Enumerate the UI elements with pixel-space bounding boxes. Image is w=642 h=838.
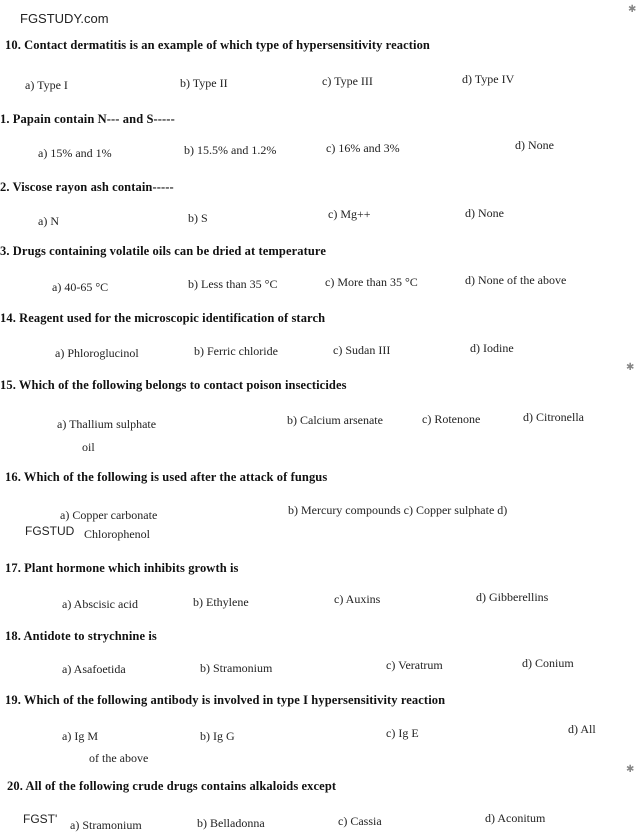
option-d: d) Citronella: [523, 410, 584, 424]
scan-speck: ✱: [626, 764, 635, 775]
option-d: d) None of the above: [465, 273, 567, 287]
option-c: c) More than 35 °C: [325, 275, 418, 289]
question-10: 10. Contact dermatitis is an example of which type of hypersensitivity reaction: [5, 38, 430, 52]
option-b: b) Type II: [180, 76, 228, 90]
question-15: 15. Which of the following belongs to contact poison insecticides: [0, 378, 347, 392]
option-b-c-d: b) Mercury compounds c) Copper sulphate d): [288, 503, 508, 517]
watermark: FGSTUD: [25, 524, 75, 538]
option-c: c) 16% and 3%: [326, 141, 400, 155]
option-d: d) None: [465, 206, 504, 220]
option-b: b) Stramonium: [200, 661, 273, 675]
question-14: 14. Reagent used for the microscopic identification of starch: [0, 311, 326, 325]
option-continuation: Chlorophenol: [84, 527, 150, 541]
option-a: a) Phloroglucinol: [55, 346, 139, 360]
option-b: b) Ferric chloride: [194, 344, 278, 358]
question-16: 16. Which of the following is used after the attack of fungus: [5, 470, 328, 484]
option-d: d) All: [568, 722, 596, 736]
question-13: 3. Drugs containing volatile oils can be dried at temperature: [0, 244, 326, 258]
scan-speck: ✱: [626, 362, 635, 373]
option-d: d) None: [515, 138, 554, 152]
question-11: 1. Papain contain N--- and S-----: [0, 112, 175, 126]
option-a: a) Type I: [25, 78, 68, 92]
option-a: a) 15% and 1%: [38, 146, 112, 160]
option-c: c) Rotenone: [422, 412, 481, 426]
watermark: FGST': [23, 812, 58, 826]
question-19: 19. Which of the following antibody is involved in type I hypersensitivity reaction: [5, 693, 446, 707]
option-c: c) Mg++: [328, 207, 371, 221]
option-c: c) Auxins: [334, 592, 381, 606]
watermark: FGSTUDY.com: [20, 11, 109, 26]
question-20: 20. All of the following crude drugs contains alkaloids except: [7, 779, 337, 793]
option-c: c) Veratrum: [386, 658, 443, 672]
option-d: d) Conium: [522, 656, 574, 670]
option-a: a) Stramonium: [70, 818, 142, 832]
option-c: c) Ig E: [386, 726, 419, 740]
option-b: b) Less than 35 °C: [188, 277, 278, 291]
option-c: c) Type III: [322, 74, 373, 88]
option-a: a) Thallium sulphate: [57, 417, 157, 431]
option-c: c) Sudan III: [333, 343, 391, 357]
question-12: 2. Viscose rayon ash contain-----: [0, 180, 174, 194]
option-a: a) N: [38, 214, 59, 228]
option-b: b) 15.5% and 1.2%: [184, 143, 277, 157]
option-d: d) Gibberellins: [476, 590, 549, 604]
option-b: b) Belladonna: [197, 816, 265, 830]
question-17: 17. Plant hormone which inhibits growth is: [5, 561, 239, 575]
option-d: d) Type IV: [462, 72, 515, 86]
question-18: 18. Antidote to strychnine is: [5, 629, 157, 643]
option-d: d) Aconitum: [485, 811, 546, 825]
option-c: c) Cassia: [338, 814, 382, 828]
option-b: b) Ig G: [200, 729, 235, 743]
scan-speck: ✱: [628, 4, 637, 15]
option-continuation: oil: [82, 440, 95, 454]
option-a: a) Abscisic acid: [62, 597, 138, 611]
option-continuation: of the above: [89, 751, 149, 765]
option-a: a) Ig M: [62, 729, 98, 743]
option-a: a) Copper carbonate: [60, 508, 158, 522]
option-b: b) Calcium arsenate: [287, 413, 383, 427]
option-a: a) Asafoetida: [62, 662, 126, 676]
option-d: d) Iodine: [470, 341, 514, 355]
option-b: b) S: [188, 211, 208, 225]
option-b: b) Ethylene: [193, 595, 249, 609]
option-a: a) 40-65 °C: [52, 280, 109, 294]
